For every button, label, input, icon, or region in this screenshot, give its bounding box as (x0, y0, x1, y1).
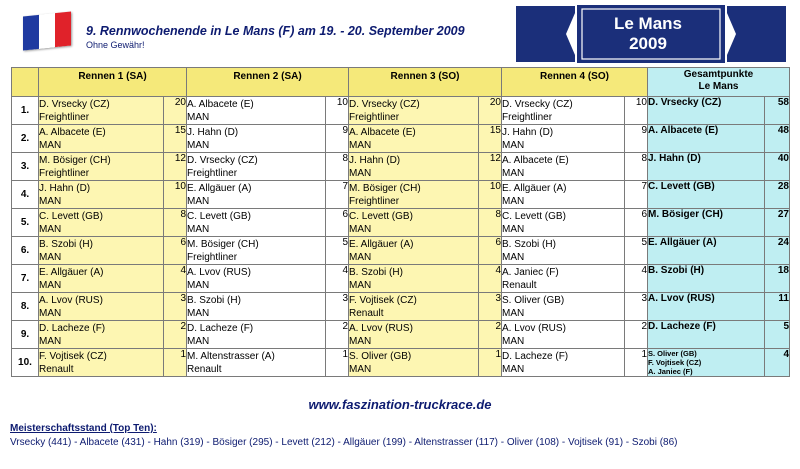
gesamt-driver-name: A. Janiec (F) (648, 367, 693, 376)
race-1-driver (39, 349, 164, 377)
driver-name: A. Albacete (E) (39, 126, 106, 138)
truck-make: MAN (349, 363, 372, 375)
race-2-points: 4 (326, 265, 349, 293)
race-4-points: 6 (625, 209, 648, 237)
race-4-driver (502, 125, 625, 153)
header-rennen-4: Rennen 4 (SO) (502, 68, 648, 97)
driver-name: J. Hahn (D) (502, 126, 554, 138)
driver-name: C. Levett (GB) (39, 210, 103, 222)
truck-make: Freightliner (502, 111, 553, 123)
driver-name: S. Oliver (GB) (349, 350, 412, 362)
race-2-driver (187, 125, 326, 153)
driver-name: M. Bösiger (CH) (187, 238, 259, 250)
table-row (12, 293, 790, 321)
header-gesamtpunkte (648, 68, 790, 97)
gesamt-driver-name: S. Oliver (GB) (648, 349, 697, 358)
results-table (11, 67, 790, 377)
race-3-driver (349, 293, 479, 321)
banner-line-2: 2009 (629, 34, 667, 53)
driver-name: J. Hahn (D) (187, 126, 239, 138)
race-4-points: 10 (625, 97, 648, 125)
race-3-points: 6 (479, 237, 502, 265)
table-row (12, 349, 790, 377)
table-row (12, 97, 790, 125)
driver-name: E. Allgäuer (A) (502, 182, 567, 194)
race-1-driver (39, 321, 164, 349)
race-4-driver (502, 293, 625, 321)
truck-make: Renault (502, 279, 537, 291)
race-1-driver (39, 125, 164, 153)
gesamt-driver-tie (648, 349, 765, 377)
table-row (12, 265, 790, 293)
race-2-points: 3 (326, 293, 349, 321)
truck-make: MAN (502, 363, 525, 375)
race-2-driver (187, 153, 326, 181)
race-4-points: 3 (625, 293, 648, 321)
race-3-driver (349, 181, 479, 209)
race-2-points: 8 (326, 153, 349, 181)
race-1-points: 10 (164, 181, 187, 209)
truck-make: MAN (39, 223, 62, 235)
race-3-points: 3 (479, 293, 502, 321)
page-title: 9. Rennwochenende in Le Mans (F) am 19. - 20. September 2009 (86, 24, 465, 38)
race-4-driver (502, 209, 625, 237)
position: 7. (12, 265, 39, 293)
driver-name: B. Szobi (H) (39, 238, 93, 250)
banner-line-1: Le Mans (613, 14, 683, 33)
truck-make: Freightliner (187, 167, 238, 179)
french-flag-icon (23, 11, 71, 50)
position: 1. (12, 97, 39, 125)
race-3-driver (349, 153, 479, 181)
header-gesamtpunkte-line-2: Le Mans (698, 81, 739, 92)
race-3-driver (349, 125, 479, 153)
driver-name: A. Albacete (E) (502, 154, 569, 166)
position: 9. (12, 321, 39, 349)
position: 4. (12, 181, 39, 209)
race-1-points: 6 (164, 237, 187, 265)
race-2-driver (187, 265, 326, 293)
gesamt-points: 18 (765, 265, 790, 293)
gesamt-driver: A. Albacete (E) (648, 125, 765, 153)
truck-make: MAN (502, 251, 525, 263)
race-4-points: 5 (625, 237, 648, 265)
race-2-points: 6 (326, 209, 349, 237)
truck-make: MAN (39, 307, 62, 319)
race-4-driver (502, 237, 625, 265)
race-4-points: 4 (625, 265, 648, 293)
disclaimer: Ohne Gewähr! (86, 40, 145, 50)
gesamt-driver: J. Hahn (D) (648, 153, 765, 181)
race-1-points: 1 (164, 349, 187, 377)
table-row (12, 153, 790, 181)
driver-name: C. Levett (GB) (349, 210, 413, 222)
header-rennen-3: Rennen 3 (SO) (349, 68, 502, 97)
table-row (12, 321, 790, 349)
race-1-points: 4 (164, 265, 187, 293)
driver-name: D. Lacheze (F) (39, 322, 106, 334)
gesamt-points: 11 (765, 293, 790, 321)
race-4-points: 7 (625, 181, 648, 209)
truck-make: MAN (39, 335, 62, 347)
driver-name: B. Szobi (H) (187, 294, 241, 306)
driver-name: F. Vojtisek (CZ) (39, 350, 107, 362)
race-1-driver (39, 293, 164, 321)
race-2-points: 1 (326, 349, 349, 377)
race-2-driver (187, 349, 326, 377)
gesamt-points: 48 (765, 125, 790, 153)
race-4-points: 8 (625, 153, 648, 181)
driver-name: E. Allgäuer (A) (187, 182, 252, 194)
race-2-driver (187, 321, 326, 349)
race-2-points: 10 (326, 97, 349, 125)
race-1-points: 8 (164, 209, 187, 237)
truck-make: Freightliner (349, 195, 400, 207)
race-1-points: 15 (164, 125, 187, 153)
driver-name: A. Lvov (RUS) (349, 322, 413, 334)
standings-label: Meisterschaftsstand (Top Ten): (10, 423, 157, 434)
truck-make: MAN (349, 335, 372, 347)
position: 8. (12, 293, 39, 321)
position: 2. (12, 125, 39, 153)
driver-name: E. Allgäuer (A) (349, 238, 414, 250)
driver-name: D. Lacheze (F) (502, 350, 569, 362)
truck-make: Renault (187, 363, 222, 375)
truck-make: MAN (39, 251, 62, 263)
race-2-driver (187, 293, 326, 321)
race-2-points: 5 (326, 237, 349, 265)
driver-name: A. Albacete (E) (187, 98, 254, 110)
gesamt-driver: A. Lvov (RUS) (648, 293, 765, 321)
truck-make: MAN (39, 139, 62, 151)
truck-make: MAN (39, 195, 62, 207)
gesamt-points: 24 (765, 237, 790, 265)
driver-name: A. Lvov (RUS) (502, 322, 566, 334)
website-link[interactable]: www.faszination-truckrace.de (308, 397, 492, 412)
position: 10. (12, 349, 39, 377)
race-3-points: 15 (479, 125, 502, 153)
driver-name: D. Vrsecky (CZ) (39, 98, 110, 110)
gesamt-driver: M. Bösiger (CH) (648, 209, 765, 237)
position: 5. (12, 209, 39, 237)
table-row (12, 209, 790, 237)
driver-name: D. Lacheze (F) (187, 322, 254, 334)
race-1-points: 20 (164, 97, 187, 125)
truck-make: MAN (39, 279, 62, 291)
truck-make: MAN (187, 139, 210, 151)
position: 6. (12, 237, 39, 265)
truck-make: MAN (349, 139, 372, 151)
driver-name: C. Levett (GB) (187, 210, 251, 222)
header-pos (12, 68, 39, 97)
header-rennen-1: Rennen 1 (SA) (39, 68, 187, 97)
race-3-driver (349, 209, 479, 237)
gesamt-driver: C. Levett (GB) (648, 181, 765, 209)
truck-make: MAN (187, 195, 210, 207)
header-rennen-2: Rennen 2 (SA) (187, 68, 349, 97)
driver-name: J. Hahn (D) (349, 154, 401, 166)
truck-make: MAN (187, 335, 210, 347)
gesamt-points: 4 (765, 349, 790, 377)
driver-name: D. Vrsecky (CZ) (187, 154, 258, 166)
driver-name: M. Bösiger (CH) (349, 182, 421, 194)
gesamt-points: 5 (765, 321, 790, 349)
gesamt-points: 28 (765, 181, 790, 209)
race-3-points: 8 (479, 209, 502, 237)
truck-make: Freightliner (39, 111, 90, 123)
race-1-points: 3 (164, 293, 187, 321)
driver-name: M. Bösiger (CH) (39, 154, 111, 166)
truck-make: MAN (187, 223, 210, 235)
truck-make: MAN (187, 279, 210, 291)
truck-make: MAN (349, 279, 372, 291)
race-1-driver (39, 265, 164, 293)
race-1-driver (39, 153, 164, 181)
truck-make: MAN (187, 111, 210, 123)
truck-make: MAN (349, 251, 372, 263)
race-3-points: 10 (479, 181, 502, 209)
race-1-points: 12 (164, 153, 187, 181)
race-4-driver (502, 349, 625, 377)
driver-name: F. Vojtisek (CZ) (349, 294, 417, 306)
race-2-driver (187, 237, 326, 265)
race-1-driver (39, 237, 164, 265)
race-3-points: 4 (479, 265, 502, 293)
driver-name: B. Szobi (H) (349, 266, 403, 278)
race-4-driver (502, 181, 625, 209)
race-3-driver (349, 265, 479, 293)
race-3-points: 2 (479, 321, 502, 349)
driver-name: D. Vrsecky (CZ) (349, 98, 420, 110)
driver-name: A. Albacete (E) (349, 126, 416, 138)
truck-make: Freightliner (187, 251, 238, 263)
race-4-driver (502, 153, 625, 181)
race-3-points: 1 (479, 349, 502, 377)
truck-make: Freightliner (39, 167, 90, 179)
driver-name: A. Janiec (F) (502, 266, 559, 278)
race-3-driver (349, 97, 479, 125)
truck-make: MAN (502, 167, 525, 179)
race-3-points: 12 (479, 153, 502, 181)
truck-make: MAN (502, 307, 525, 319)
truck-make: MAN (502, 139, 525, 151)
gesamt-driver: D. Vrsecky (CZ) (648, 97, 765, 125)
race-2-driver (187, 181, 326, 209)
race-2-driver (187, 209, 326, 237)
race-1-driver (39, 97, 164, 125)
gesamt-driver: D. Lacheze (F) (648, 321, 765, 349)
race-2-points: 9 (326, 125, 349, 153)
race-1-driver (39, 209, 164, 237)
truck-make: MAN (349, 223, 372, 235)
header-gesamtpunkte-line-1: Gesamtpunkte (683, 69, 754, 80)
race-4-points: 9 (625, 125, 648, 153)
driver-name: A. Lvov (RUS) (39, 294, 103, 306)
driver-name: S. Oliver (GB) (502, 294, 565, 306)
gesamt-points: 58 (765, 97, 790, 125)
truck-make: Renault (39, 363, 74, 375)
truck-make: MAN (502, 335, 525, 347)
race-4-driver (502, 265, 625, 293)
driver-name: M. Altenstrasser (A) (187, 350, 275, 362)
gesamt-points: 40 (765, 153, 790, 181)
race-3-points: 20 (479, 97, 502, 125)
race-2-driver (187, 97, 326, 125)
truck-make: MAN (502, 195, 525, 207)
race-2-points: 7 (326, 181, 349, 209)
driver-name: J. Hahn (D) (39, 182, 91, 194)
table-header-row (12, 68, 790, 97)
driver-name: D. Vrsecky (CZ) (502, 98, 573, 110)
race-4-driver (502, 97, 625, 125)
race-2-points: 2 (326, 321, 349, 349)
truck-make: MAN (187, 307, 210, 319)
race-1-points: 2 (164, 321, 187, 349)
gesamt-driver: B. Szobi (H) (648, 265, 765, 293)
race-4-points: 1 (625, 349, 648, 377)
race-3-driver (349, 321, 479, 349)
table-row (12, 237, 790, 265)
truck-make: MAN (502, 223, 525, 235)
driver-name: B. Szobi (H) (502, 238, 556, 250)
truck-make: MAN (349, 167, 372, 179)
gesamt-driver-name: F. Vojtisek (CZ) (648, 358, 702, 367)
race-4-points: 2 (625, 321, 648, 349)
table-row (12, 181, 790, 209)
truck-make: Renault (349, 307, 384, 319)
driver-name: E. Allgäuer (A) (39, 266, 104, 278)
position: 3. (12, 153, 39, 181)
race-3-driver (349, 237, 479, 265)
gesamt-points: 27 (765, 209, 790, 237)
race-4-driver (502, 321, 625, 349)
race-3-driver (349, 349, 479, 377)
race-1-driver (39, 181, 164, 209)
driver-name: A. Lvov (RUS) (187, 266, 251, 278)
gesamt-driver: E. Allgäuer (A) (648, 237, 765, 265)
standings-text: Vrsecky (441) - Albacete (431) - Hahn (319) - Bösiger (295) - Levett (212) - Allgäuer (199) - Altenstrasser (117) - Oliver (108) - Vojtisek (91) - Szobi (86) (10, 437, 678, 448)
banner-title (588, 14, 708, 54)
truck-make: Freightliner (349, 111, 400, 123)
driver-name: C. Levett (GB) (502, 210, 566, 222)
table-row (12, 125, 790, 153)
